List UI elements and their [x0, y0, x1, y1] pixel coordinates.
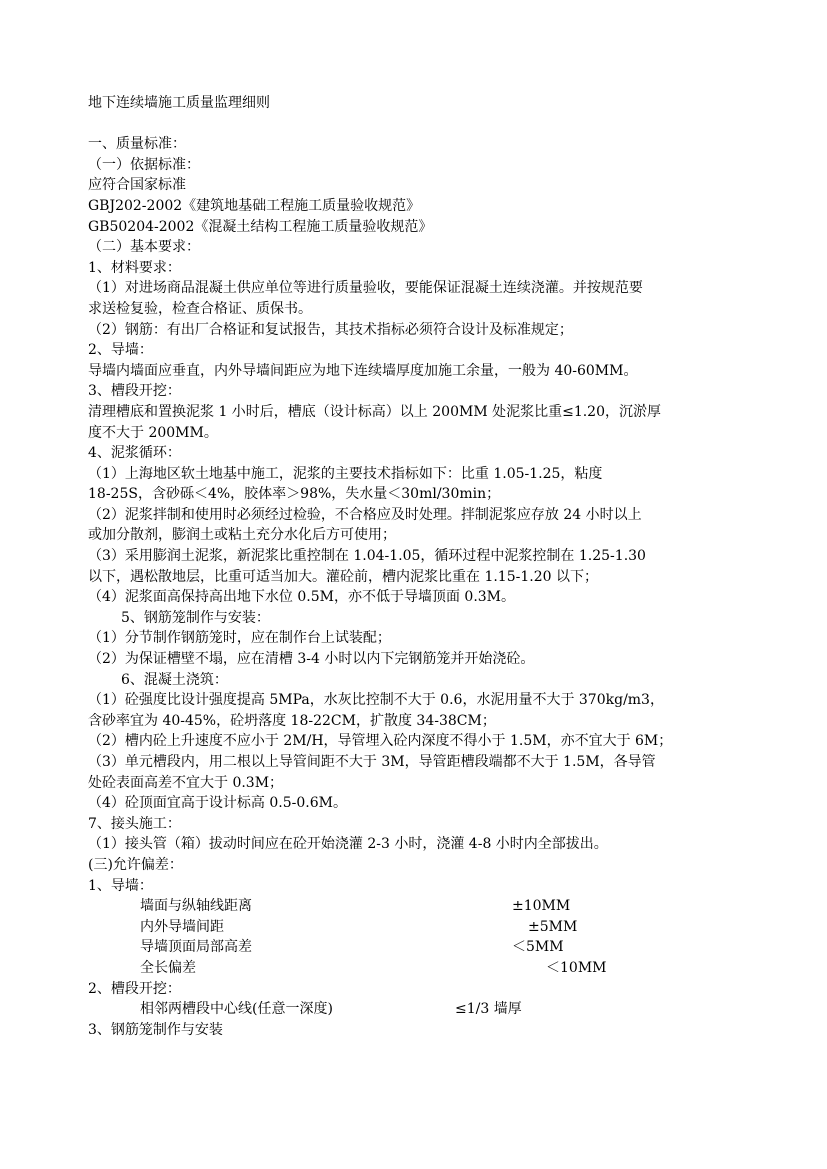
text-line: （3）采用膨润土泥浆，新泥浆比重控制在 1.04-1.05，循环过程中泥浆控制在 1.25-1.30 [88, 548, 646, 565]
text-line: （2）泥浆拌制和使用时必须经过检验，不合格应及时处理。拌制泥浆应存放 24 小时以上 [88, 506, 642, 523]
tolerance-value: ＜5MM [512, 939, 564, 956]
text-line: 度不大于 200MM。 [88, 424, 218, 441]
blank-line [88, 114, 778, 135]
text-line: （4）砼顶面宜高于设计标高 0.5-0.6M。 [88, 795, 347, 812]
text-line: 含砂率宜为 40-45%，砼坍落度 18-22CM，扩散度 34-38CM； [88, 712, 496, 729]
text-line: （二）基本要求： [88, 239, 200, 256]
text-line: GBJ202-2002《建筑地基础工程施工质量验收规范》 [88, 197, 421, 214]
document-title: 地下连续墙施工质量监理细则 [88, 95, 270, 111]
text-line: （2）钢筋：有出厂合格证和复试报告，其技术指标必须符合设计及标准规定； [88, 321, 573, 338]
tolerance-label: 全长偏差 [140, 959, 196, 976]
tolerance-label: 导墙顶面局部高差 [140, 939, 252, 956]
tolerance-row [88, 937, 778, 958]
text-line: 处砼表面高差不宜大于 0.3M； [88, 774, 284, 791]
text-line: （1）分节制作钢筋笼时，应在制作台上试装配； [88, 630, 391, 647]
text-line: 3、槽段开挖： [88, 383, 181, 400]
section-heading: 5、钢筋笼制作与安装： [121, 609, 270, 626]
text-line: （2）槽内砼上升速度不应小于 2M/H，导管埋入砼内深度不得小于 1.5M，亦不宜大于 6M； [88, 733, 673, 750]
text-line: (三)允许偏差： [88, 856, 183, 873]
tolerance-row [88, 999, 778, 1020]
tolerance-value: ≤1/3 墙厚 [455, 1001, 522, 1018]
tolerance-row [88, 896, 778, 917]
text-line: （1）接头管（箱）拔动时间应在砼开始浇灌 2-3 小时，浇灌 4-8 小时内全部拔出。 [88, 836, 608, 853]
text-line: 4、泥浆循环： [88, 445, 181, 462]
text-line: 导墙内墙面应垂直，内外导墙间距应为地下连续墙厚度加施工余量，一般为 40-60MM。 [88, 362, 638, 379]
tolerance-row [88, 917, 778, 938]
text-line: 18-25S，含砂砾＜4%，胶体率＞98%，失水量＜30ml/30min； [88, 486, 501, 503]
section-heading: 6、混凝土浇筑： [121, 671, 228, 688]
text-line: （一）依据标准： [88, 156, 200, 173]
text-line: （1）砼强度比设计强度提高 5MPa，水灰比控制不大于 0.6，水泥用量不大于 370kg/m3， [88, 692, 664, 709]
tolerance-value: ±10MM [512, 898, 571, 915]
document-body [88, 93, 778, 1040]
tolerance-row [88, 958, 778, 979]
text-line: 求送检复验，检查合格证、质保书。 [88, 300, 312, 317]
text-line: 1、材料要求： [88, 259, 181, 276]
text-line: 7、接头施工： [88, 815, 181, 832]
tolerance-value: ＜10MM [546, 959, 607, 976]
text-line: （1）对进场商品混凝土供应单位等进行质量验收，要能保证混凝土连续浇灌。并按规范要 [88, 280, 643, 297]
text-line: 或加分散剂，膨润土或粘土充分水化后方可使用； [88, 527, 396, 544]
text-line: 1、导墙： [88, 877, 153, 894]
text-line: 3、钢筋笼制作与安装 [88, 1021, 223, 1038]
text-line: （3）单元槽段内，用二根以上导管间距不大于 3M，导管距槽段端都不大于 1.5M，各导管 [88, 754, 656, 770]
tolerance-label: 内外导墙间距 [140, 918, 224, 935]
tolerance-label: 相邻两槽段中心线(任意一深度) [140, 1001, 333, 1018]
text-line: 应符合国家标准 [88, 177, 186, 194]
text-line: 一、质量标准： [88, 136, 186, 153]
text-line: 清理槽底和置换泥浆 1 小时后，槽底（设计标高）以上 200MM 处泥浆比重≤1.20，沉淤厚 [88, 403, 661, 420]
text-line: 以下，遇松散地层，比重可适当加大。灌砼前，槽内泥浆比重在 1.15-1.20 以下； [88, 568, 598, 585]
text-line: （1）上海地区软土地基中施工，泥浆的主要技术指标如下：比重 1.05-1.25，粘度 [88, 465, 603, 482]
text-line: 2、槽段开挖： [88, 980, 181, 997]
text-line: GB50204-2002《混凝土结构工程施工质量验收规范》 [88, 218, 433, 235]
text-line: 2、导墙： [88, 342, 153, 359]
tolerance-label: 墙面与纵轴线距离 [140, 898, 252, 915]
text-line: （4）泥浆面高保持高出地下水位 0.5M，亦不低于导墙顶面 0.3M。 [88, 589, 516, 606]
tolerance-value: ±5MM [528, 918, 578, 935]
text-line: （2）为保证槽壁不塌，应在清槽 3-4 小时以内下完钢筋笼并开始浇砼。 [88, 651, 535, 668]
